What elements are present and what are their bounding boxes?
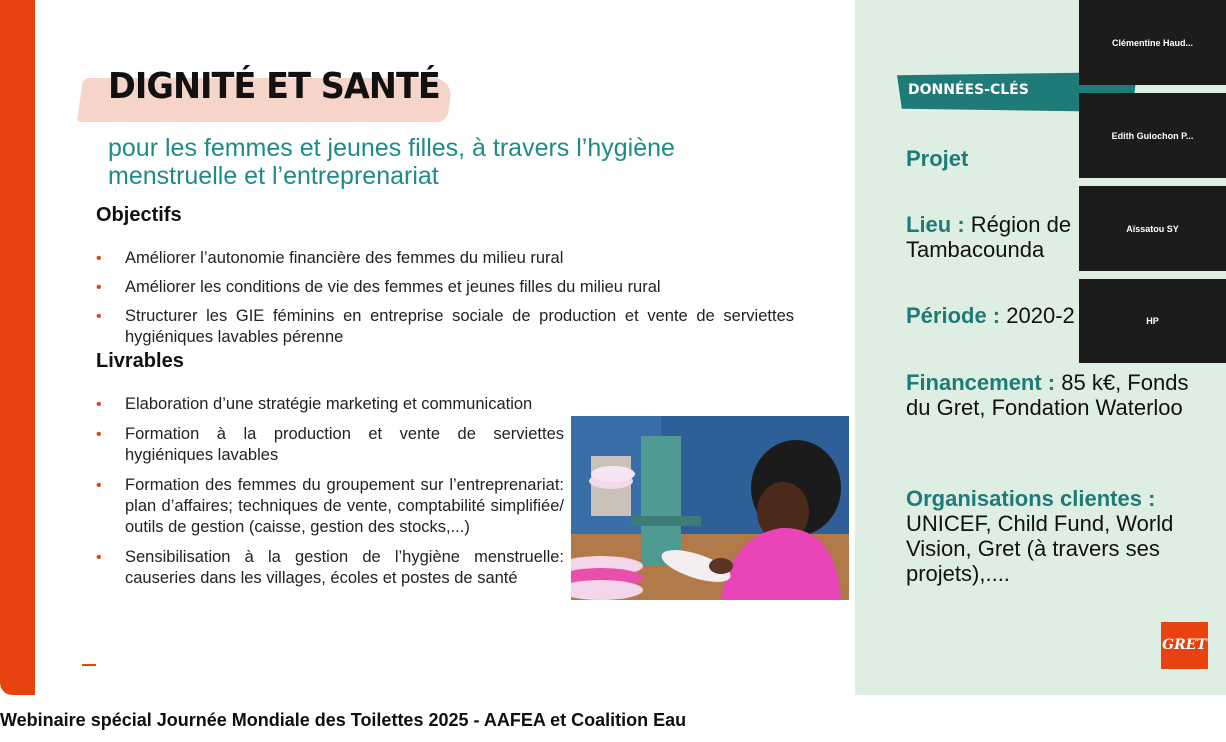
- key-data-financement: Financement : 85 k€, Fonds du Gret, Fondation Waterloo: [906, 370, 1189, 420]
- key-data-banner-label: DONNÉES-CLÉS: [908, 82, 1029, 98]
- participant-tile[interactable]: [1079, 0, 1226, 85]
- workshop-photo: [571, 416, 849, 600]
- slide-left-accent-bar: [0, 0, 35, 695]
- participant-tile[interactable]: [1079, 186, 1226, 271]
- participant-name: Aïssatou SY: [1126, 223, 1179, 234]
- deliverable-item: • Sensibilisation à la gestion de l’hygiène menstruelle: causeries dans les villages, écoles et postes de santé: [96, 547, 564, 589]
- key-data-periode: Période : 2020-2: [906, 303, 1075, 328]
- objective-item: • Structurer les GIE féminins en entreprise sociale de production et vente de serviettes hygiéniques lavables pérenne: [96, 306, 794, 348]
- participant-tile[interactable]: [1079, 279, 1226, 363]
- key-data-lieu: Lieu : Région de Tambacounda: [906, 212, 1072, 262]
- key-data-projet: Projet: [906, 146, 969, 171]
- participant-name: Edith Guiochon P...: [1111, 130, 1194, 141]
- gret-logo: GRET: [1161, 622, 1208, 669]
- participant-tile[interactable]: [1079, 93, 1226, 178]
- footer-dash: [82, 664, 96, 666]
- video-title: Webinaire spécial Journée Mondiale des Toilettes 2025 - AAFEA et Coalition Eau: [0, 710, 687, 730]
- deliverable-item: • Formation à la production et vente de serviettes hygiéniques lavables: [96, 424, 564, 466]
- objective-item: • Améliorer les conditions de vie des femmes et jeunes filles du milieu rural: [96, 277, 794, 298]
- slide-subtitle: pour les femmes et jeunes filles, à travers l’hygiène menstruelle et l’entreprenariat: [108, 134, 675, 190]
- participant-name: Clémentine Haud...: [1111, 37, 1193, 48]
- deliverables-list: [96, 394, 564, 598]
- deliverable-item: • Elaboration d’une stratégie marketing et communication: [96, 394, 564, 415]
- key-data-organisations: Organisations clientes : UNICEF, Child Fund, World Vision, Gret (à travers ses projets),....: [906, 486, 1174, 586]
- slide-title: DIGNITÉ ET SANTÉ: [108, 66, 440, 107]
- deliverables-heading: Livrables: [96, 350, 184, 372]
- objectives-list: [96, 248, 794, 356]
- participant-name: HP: [1146, 316, 1159, 326]
- objectives-heading: Objectifs: [96, 204, 182, 226]
- objective-item: • Améliorer l’autonomie financière des femmes du milieu rural: [96, 248, 794, 269]
- deliverable-item: • Formation des femmes du groupement sur l’entreprenariat: plan d’affaires; techniques de vente, comptabilité simplifiée/ outils de gestion (caisse, gestion des stocks,...): [96, 475, 564, 538]
